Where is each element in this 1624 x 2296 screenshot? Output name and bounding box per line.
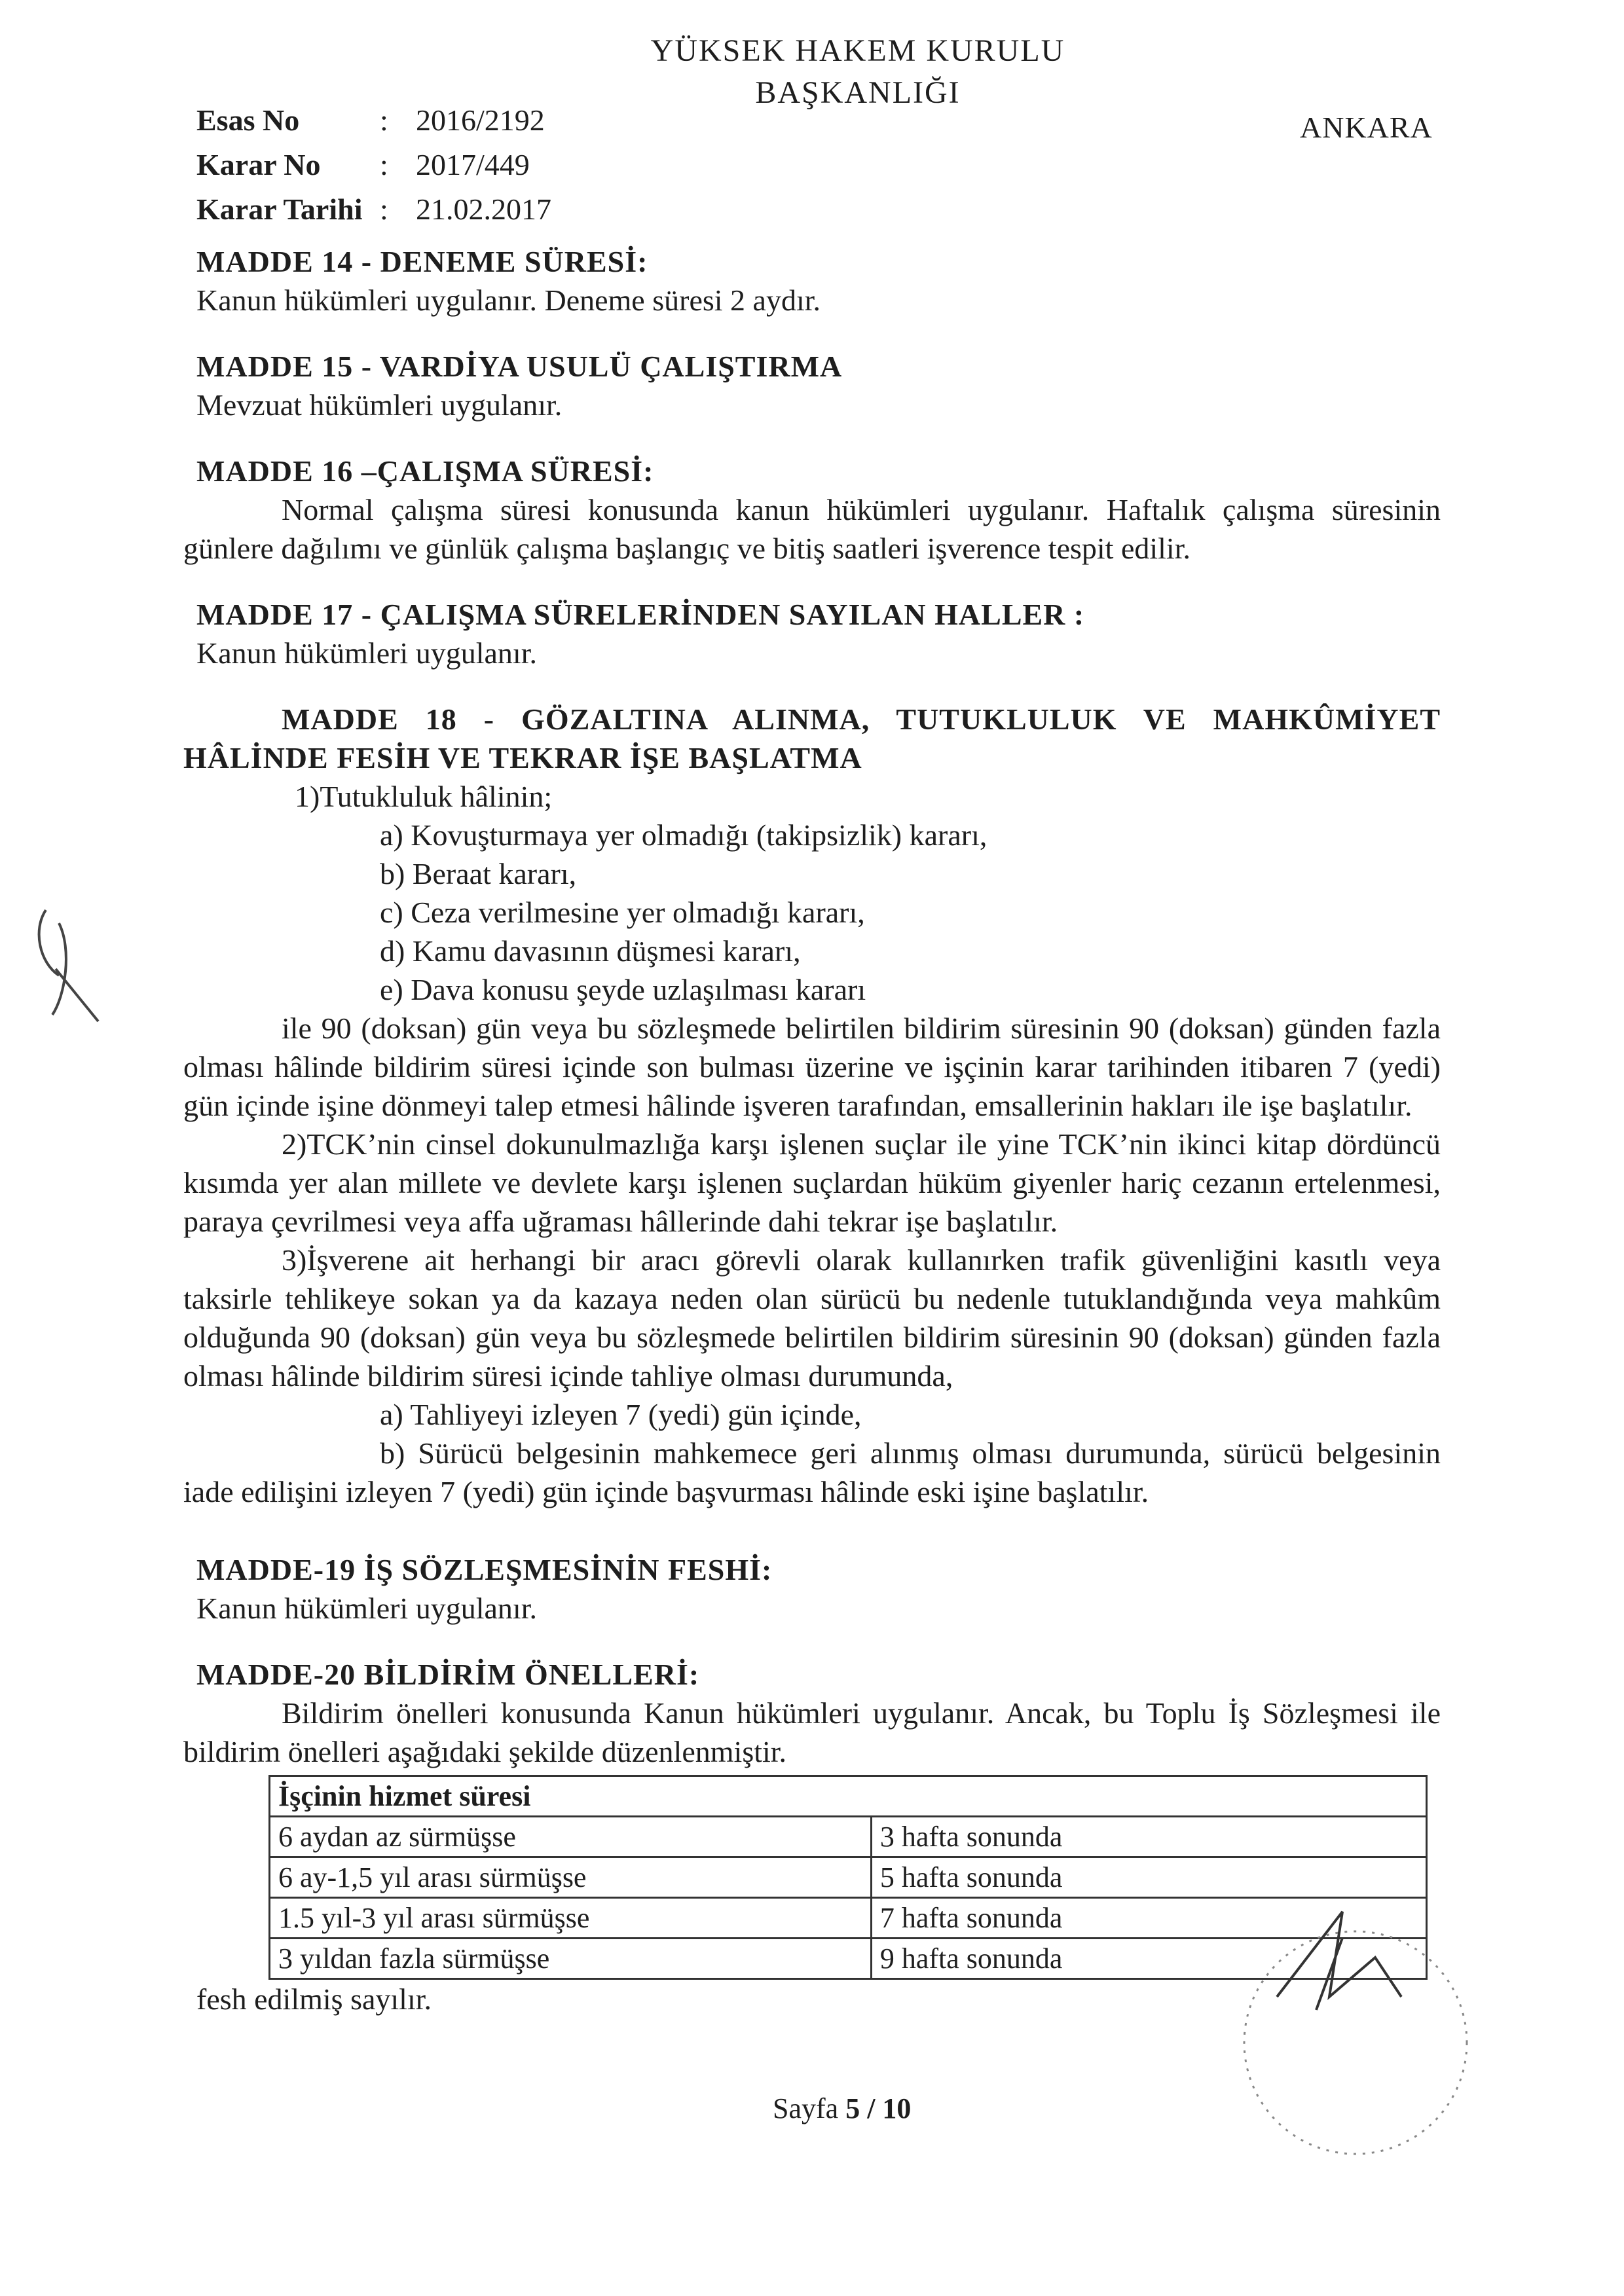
margin-initial-mark bbox=[20, 897, 124, 1028]
table-cell-service: 3 yıldan fazla sürmüşse bbox=[270, 1939, 872, 1979]
article-18-p1-intro: 1)Tutukluluk hâlinin; bbox=[295, 780, 553, 813]
article-14-heading: MADDE 14 - DENEME SÜRESİ: bbox=[196, 245, 648, 278]
article-14-text: Kanun hükümleri uygulanır. Deneme süresi 2 aydır. bbox=[196, 283, 821, 317]
city-label: ANKARA bbox=[1300, 111, 1433, 144]
table-row bbox=[270, 1857, 1427, 1898]
meta-row-tarih bbox=[196, 187, 551, 232]
title-line-1: YÜKSEK HAKEM KURULU bbox=[650, 33, 1065, 68]
page-footer bbox=[773, 2092, 911, 2125]
title-line-2: BAŞKANLIĞI bbox=[755, 75, 961, 110]
list-item: e) Dava konusu şeyde uzlaşılması kararı bbox=[380, 973, 866, 1006]
article-18-p1-text: ile 90 (doksan) gün veya bu sözleşmede belirtilen bildirim süresinin 90 (doksan) günden fazla olması hâlinde bildirim süresi içinde son bulması üzerine ve işçinin karar tarihinden itibaren 7 (yedi) gün içinde işine dönmeyi talep etmesi hâlinde işveren tarafından, emsallerinin hakları ile işe başlatılır. bbox=[183, 1011, 1441, 1122]
table-cell-notice: 9 hafta sonunda bbox=[871, 1939, 1426, 1979]
case-metadata bbox=[196, 98, 551, 232]
page-word: Sayfa bbox=[773, 2092, 839, 2124]
meta-row-karar bbox=[196, 143, 551, 187]
meta-row-esas bbox=[196, 98, 551, 143]
meta-label: Karar Tarihi bbox=[196, 192, 363, 226]
article-19-text: Kanun hükümleri uygulanır. bbox=[196, 1592, 537, 1625]
list-item: b) Beraat kararı, bbox=[380, 857, 577, 890]
table-cell-notice: 7 hafta sonunda bbox=[871, 1898, 1426, 1939]
article-20-heading: MADDE-20 BİLDİRİM ÖNELLERİ: bbox=[196, 1658, 700, 1691]
table-cell-service: 1.5 yıl-3 yıl arası sürmüşse bbox=[270, 1898, 872, 1939]
list-item: d) Kamu davasının düşmesi kararı, bbox=[380, 934, 801, 968]
article-19-heading: MADDE-19 İŞ SÖZLEŞMESİNİN FESHİ: bbox=[196, 1553, 773, 1586]
meta-separator: : bbox=[380, 148, 388, 181]
article-17-heading: MADDE 17 - ÇALIŞMA SÜRELERİNDEN SAYILAN HALLER : bbox=[196, 598, 1085, 631]
meta-label: Esas No bbox=[196, 103, 300, 137]
table-cell-notice: 5 hafta sonunda bbox=[871, 1857, 1426, 1898]
article-20-closing: fesh edilmiş sayılır. bbox=[196, 1982, 432, 2016]
meta-value: 2017/449 bbox=[416, 148, 530, 181]
table-cell-service: 6 aydan az sürmüşse bbox=[270, 1817, 872, 1857]
list-item: a) Kovuşturmaya yer olmadığı (takipsizlik) kararı, bbox=[380, 818, 987, 852]
signature-stamp bbox=[1205, 1899, 1506, 2174]
meta-separator: : bbox=[380, 192, 388, 226]
document-body bbox=[183, 242, 1441, 2018]
meta-value: 21.02.2017 bbox=[416, 192, 551, 226]
article-17-text: Kanun hükümleri uygulanır. bbox=[196, 636, 537, 670]
article-20-text: Bildirim önelleri konusunda Kanun hükümleri uygulanır. Ancak, bu Toplu İş Sözleşmesi ile bildirim önelleri aşağıdaki şekilde düzenlenmiştir. bbox=[183, 1696, 1441, 1768]
meta-separator: : bbox=[380, 103, 388, 137]
page-number: 5 / 10 bbox=[845, 2092, 912, 2124]
article-18-p3: 3)İşverene ait herhangi bir aracı görevli olarak kullanırken trafik güvenliğini kasıtlı veya taksirle tehlikeye sokan ya da kazaya neden olan sürücü bu nedenle tutuklandığında veya mahkûm olduğunda 90 (doksan) gün veya bu sözleşmede belirtilen bildirim süresinin 90 (doksan) günden fazla olması hâlinde bildirim süresi içinde tahliye olması durumunda, bbox=[183, 1243, 1441, 1393]
article-18-p3-b: b) Sürücü belgesinin mahkemece geri alınmış olması durumunda, sürücü belgesinin iade edilişini izleyen 7 (yedi) gün içinde başvurması hâlinde eski işine başlatılır. bbox=[183, 1436, 1441, 1508]
table-cell-notice: 3 hafta sonunda bbox=[871, 1817, 1426, 1857]
institution-title bbox=[576, 30, 1139, 114]
article-16-heading: MADDE 16 –ÇALIŞMA SÜRESİ: bbox=[196, 454, 654, 488]
article-16-text: Normal çalışma süresi konusunda kanun hükümleri uygulanır. Haftalık çalışma süresinin günlere dağılımı ve günlük çalışma başlangıç ve bitiş saatleri işverence tespit edilir. bbox=[183, 493, 1441, 565]
article-18-heading: MADDE 18 - GÖZALTINA ALINMA, TUTUKLULUK VE MAHKÛMİYET HÂLİNDE FESİH VE TEKRAR İŞE BAŞLATMA bbox=[183, 702, 1441, 774]
article-15-text: Mevzuat hükümleri uygulanır. bbox=[196, 388, 563, 422]
table-row bbox=[270, 1817, 1427, 1857]
meta-value: 2016/2192 bbox=[416, 103, 545, 137]
list-item: a) Tahliyeyi izleyen 7 (yedi) gün içinde, bbox=[380, 1398, 862, 1431]
article-15-heading: MADDE 15 - VARDİYA USULÜ ÇALIŞTIRMA bbox=[196, 350, 843, 383]
table-cell-service: 6 ay-1,5 yıl arası sürmüşse bbox=[270, 1857, 872, 1898]
list-item: c) Ceza verilmesine yer olmadığı kararı, bbox=[380, 896, 865, 929]
article-18-p2: 2)TCK’nin cinsel dokunulmazlığa karşı işlenen suçlar ile yine TCK’nin ikinci kitap dördüncü kısımda yer alan millete ve devlete karşı işlenen suçlardan hüküm giyenler hariç cezanın ertelenmesi, paraya çevrilmesi veya affa uğraması hâllerinde dahi tekrar işe başlatılır. bbox=[183, 1127, 1441, 1238]
meta-label: Karar No bbox=[196, 148, 321, 181]
table-header-row bbox=[270, 1776, 1427, 1817]
table-header-cell: İşçinin hizmet süresi bbox=[270, 1776, 1427, 1817]
